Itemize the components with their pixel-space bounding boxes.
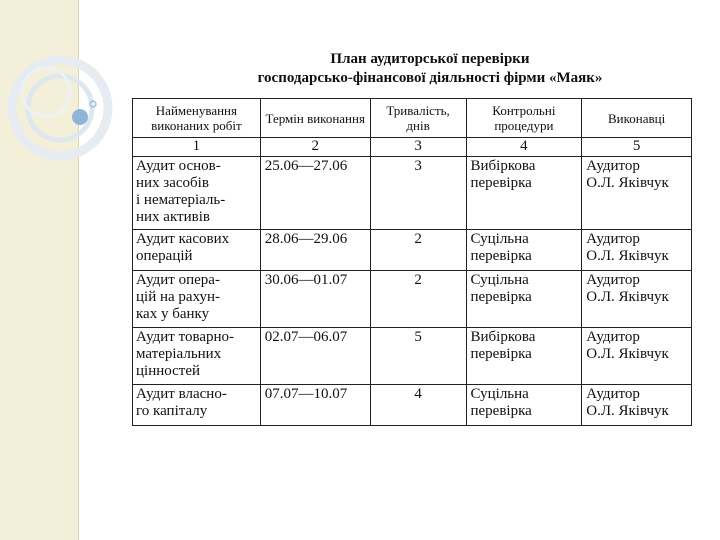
- audit-plan-table: [132, 98, 692, 426]
- duration-cell: 4: [370, 385, 466, 426]
- table-row: [133, 385, 692, 426]
- column-number: 1: [133, 138, 261, 157]
- work-name: Аудит товарно- матеріальних цінностей: [133, 328, 261, 385]
- document-title: [150, 50, 710, 88]
- executor-cell: Аудитор О.Л. Яківчук: [582, 328, 692, 385]
- header-procedures: Контрольні процедури: [466, 99, 582, 138]
- term-cell: 02.07—06.07: [260, 328, 370, 385]
- title-line-1: План аудиторської перевірки: [330, 51, 530, 67]
- executor-cell: Аудитор О.Л. Яківчук: [582, 385, 692, 426]
- work-name: Аудит власно- го капіталу: [133, 385, 261, 426]
- work-name: Аудит основ- них засобів і нематеріаль- них активів: [133, 157, 261, 230]
- title-line-2: господарсько-фінансової діяльності фірми «Маяк»: [257, 70, 603, 86]
- duration-cell: 3: [370, 157, 466, 230]
- duration-cell: 5: [370, 328, 466, 385]
- header-works: Найменування виконаних робіт: [133, 99, 261, 138]
- procedure-cell: Вибіркова перевірка: [466, 328, 582, 385]
- duration-cell: 2: [370, 271, 466, 328]
- table-row: [133, 271, 692, 328]
- table-row: [133, 157, 692, 230]
- header-term: Термін виконання: [260, 99, 370, 138]
- executor-cell: Аудитор О.Л. Яківчук: [582, 230, 692, 271]
- table-row: [133, 230, 692, 271]
- procedure-cell: Суцільна перевірка: [466, 271, 582, 328]
- header-executors: Виконавці: [582, 99, 692, 138]
- table-row: [133, 328, 692, 385]
- header-row: [133, 99, 692, 138]
- decorative-rings-icon: [0, 0, 140, 200]
- term-cell: 28.06—29.06: [260, 230, 370, 271]
- term-cell: 30.06—01.07: [260, 271, 370, 328]
- procedure-cell: Вибіркова перевірка: [466, 157, 582, 230]
- column-number: 5: [582, 138, 692, 157]
- work-name: Аудит касових операцій: [133, 230, 261, 271]
- procedure-cell: Суцільна перевірка: [466, 230, 582, 271]
- procedure-cell: Суцільна перевірка: [466, 385, 582, 426]
- header-duration: Тривалість, днів: [370, 99, 466, 138]
- term-cell: 25.06—27.06: [260, 157, 370, 230]
- duration-cell: 2: [370, 230, 466, 271]
- column-number: 2: [260, 138, 370, 157]
- executor-cell: Аудитор О.Л. Яківчук: [582, 157, 692, 230]
- executor-cell: Аудитор О.Л. Яківчук: [582, 271, 692, 328]
- term-cell: 07.07—10.07: [260, 385, 370, 426]
- column-number: 4: [466, 138, 582, 157]
- column-number: 3: [370, 138, 466, 157]
- column-number-row: [133, 138, 692, 157]
- work-name: Аудит опера- цій на рахун- ках у банку: [133, 271, 261, 328]
